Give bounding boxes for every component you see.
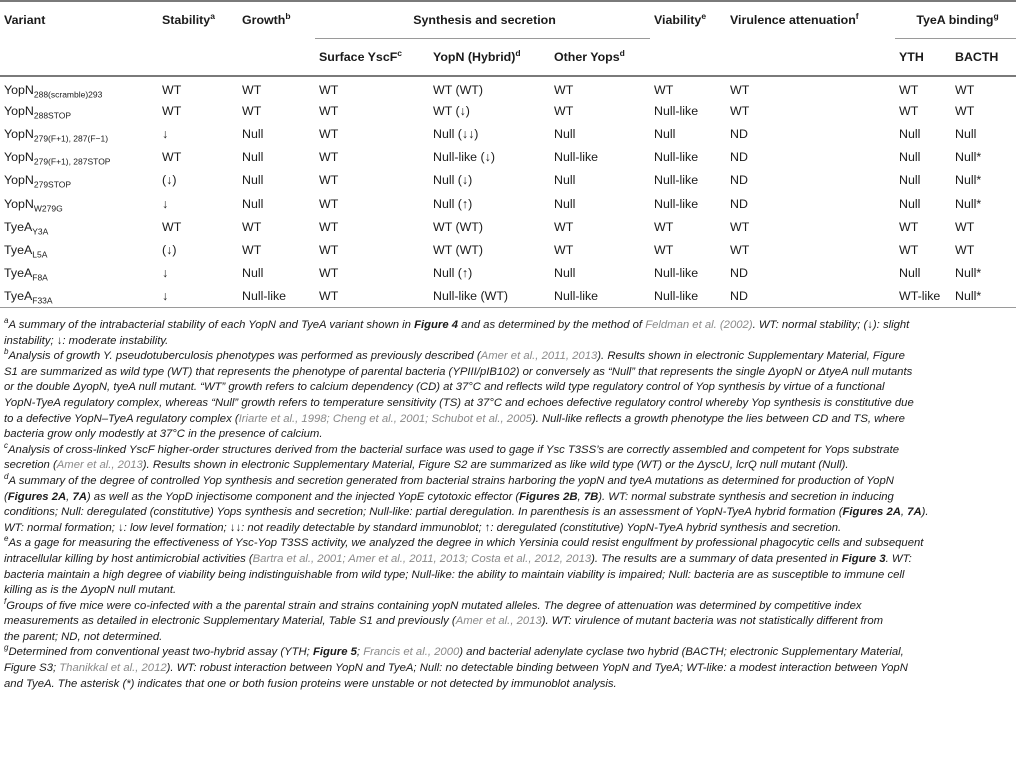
yth-cell: Null: [899, 150, 921, 165]
viability-cell: Null-like: [654, 103, 699, 118]
header-variant: Variant: [0, 1, 158, 39]
figure-link[interactable]: Figure 5: [312, 646, 357, 659]
growth-cell: Null-like: [238, 285, 315, 308]
virulence-cell: ND: [730, 266, 748, 281]
table-row: [0, 122, 1016, 145]
other-yops-cell: Null-like: [554, 150, 599, 165]
table-row: [0, 192, 1016, 215]
stability-cell: WT: [162, 103, 182, 118]
yopn-cell: WT (WT): [433, 219, 483, 234]
citation-link[interactable]: Feldman et al. (2002): [645, 319, 753, 331]
header-yth: YTH: [895, 39, 951, 77]
other-yops-cell: Null: [554, 196, 576, 211]
table-row: [0, 76, 1016, 99]
footnote-d: $^d$A summary of the degree of controlled Yop synthesis and secretion generated from bacterial strains harboring the yopN and tyeA mutations as determined for production of YopN (Figures 2A, 7A) as well as the YopD injectisome component and the injected YopE cytotoxic effector (Figures 2B, 7B). WT: normal substrate synthesis and secretion in inducing conditions; Null: deregulated (constitutive) Yops synthesis and secretion; Null-like: partial deregulation. In parenthesis is an assessment of YopN-TyeA hybrid formation (Figures 2A, 7A). WT: normal formation; ↓: low level formation; ↓↓: not readily detectable by standard immunoblot; ↑: deregulated (constitutive) YopN-TyeA hybrid synthesis and secretion.: [4, 472, 929, 534]
yopn-cell: Null (↑): [433, 266, 473, 281]
growth-cell: WT: [242, 219, 262, 234]
footnote-a: $^a$A summary of the intrabacterial stability of each YopN and TyeA variant shown in Figure 4 and as determined by the method of Feldman et al. (2002). WT: normal stability; (↓): slight instability; ↓: moderate instability.: [4, 316, 910, 347]
growth-cell: WT: [242, 103, 262, 118]
bacth-cell: WT: [955, 103, 975, 118]
surface-cell: WT: [319, 266, 339, 281]
variant-cell: YopN$_{W279G}$: [4, 196, 63, 213]
growth-cell: WT: [242, 83, 262, 98]
bacth-cell: Null*: [955, 173, 982, 188]
variant-cell: TyeA$_{F33A}$: [0, 285, 158, 308]
stability-cell: ↓: [162, 126, 169, 141]
bacth-cell: Null*: [951, 285, 1016, 308]
virulence-cell: WT: [730, 242, 750, 257]
other-yops-cell: Null: [554, 126, 576, 141]
virulence-cell: WT: [730, 83, 750, 98]
citation-link[interactable]: Amer et al., 2011, 2013: [480, 350, 598, 363]
table-row: [0, 285, 1016, 308]
virulence-cell: ND: [730, 173, 748, 188]
surface-cell: WT: [315, 285, 429, 308]
growth-cell: Null: [242, 126, 264, 141]
variant-cell: TyeA$_{L5A}$: [4, 242, 48, 260]
table-row: [0, 99, 1016, 122]
variant-cell: TyeA$_{F8A}$: [4, 266, 48, 283]
virulence-cell: ND: [726, 285, 895, 308]
virulence-cell: WT: [730, 103, 750, 118]
table-row: [0, 262, 1016, 285]
surface-cell: WT: [319, 173, 339, 188]
citation-link[interactable]: Amer et al., 2013: [455, 615, 542, 628]
figure-link[interactable]: Figures 2B: [519, 490, 578, 503]
surface-cell: WT: [319, 150, 339, 165]
footnote-c: $^c$Analysis of cross-linked YscF higher-order structures derived from the bacterial surface was used to gage if Ysc T3SS’s are correctly assembled and competent for Yops substrate secretion (Amer et al., 2013). Results shown in electronic Supplementary Material, Figure S2 are summarized as like wild type (WT) or the ΔyscU, lcrQ null mutant (Null).: [4, 440, 900, 472]
figure-link[interactable]: Figures 2A: [7, 490, 67, 503]
yopn-cell: WT (↓): [433, 103, 470, 118]
table-row: [0, 146, 1016, 169]
surface-cell: WT: [319, 242, 339, 257]
viability-cell: Null-like: [654, 266, 699, 281]
citation-link[interactable]: Iriarte et al., 1998; Cheng et al., 2001; Schubot et al., 2005: [238, 412, 532, 425]
other-yops-cell: Null: [554, 173, 576, 188]
yopn-cell: WT (WT): [433, 83, 483, 98]
header-other-yops: Other Yops$^d$: [550, 39, 650, 77]
figure-link[interactable]: 7A: [907, 506, 922, 519]
stability-cell: (↓): [162, 242, 177, 257]
virulence-cell: WT: [730, 219, 750, 234]
viability-cell: Null-like: [654, 150, 699, 165]
other-yops-cell: Null: [554, 266, 576, 281]
variant-cell: YopN$_{288(scramble)293}$: [4, 83, 103, 100]
surface-cell: WT: [319, 126, 339, 141]
header-tyea-group: TyeA binding$^g$: [895, 1, 1016, 39]
header-synthesis-group: Synthesis and secretion: [315, 1, 650, 39]
bacth-cell: WT: [955, 242, 975, 257]
yth-cell: WT: [899, 83, 919, 98]
yopn-cell: Null (↑): [433, 196, 473, 211]
yth-cell: WT: [899, 219, 919, 234]
table-row: [0, 169, 1016, 192]
citation-link[interactable]: Amer et al., 2013: [56, 459, 143, 472]
other-yops-cell: WT: [554, 103, 574, 118]
stability-cell: ↓: [162, 196, 169, 211]
viability-cell: Null-like: [650, 285, 726, 308]
figure-link[interactable]: Figures 2A: [842, 506, 901, 519]
yth-cell: WT: [899, 242, 919, 257]
yth-cell: WT: [899, 103, 919, 118]
stability-cell: ↓: [158, 285, 238, 308]
stability-cell: WT: [162, 150, 182, 165]
stability-cell: WT: [162, 219, 182, 234]
table-row: [0, 215, 1016, 238]
growth-cell: Null: [242, 173, 264, 188]
table-footnotes: [4, 318, 1012, 692]
table-row: [0, 238, 1016, 261]
growth-cell: Null: [242, 150, 264, 165]
yopn-cell: Null-like (↓): [433, 150, 495, 165]
yth-cell: Null: [899, 173, 921, 188]
variant-cell: TyeA$_{Y3A}$: [4, 219, 49, 237]
variant-cell: YopN$_{279(F+1), 287(F-1)}$: [4, 126, 109, 144]
bacth-cell: Null*: [955, 150, 982, 165]
footnote-g: $^g$Determined from conventional yeast two-hybrid assay (YTH; Figure 5; Francis et al., 2000) and bacterial adenylate cyclase two hybrid (BACTH; electronic Supplementary Material, Figure S3; Thanikkal et al., 2012). WT: robust interaction between YopN and TyeA; Null: no detectable binding between YopN and TyeA; WT-like: a modest interaction between YopN and TyeA. The asterisk (*) indicates that one or both fusion proteins were unstable or not detected by immunoblot analysis.: [4, 643, 908, 690]
bacth-cell: Null: [955, 126, 977, 141]
bacth-cell: WT: [955, 83, 975, 98]
yopn-cell: WT (WT): [433, 242, 483, 257]
yth-cell: Null: [899, 126, 921, 141]
virulence-cell: ND: [730, 126, 748, 141]
virulence-cell: ND: [730, 150, 748, 165]
yopn-cell: Null (↓): [433, 173, 473, 188]
footnote-b: $^b$Analysis of growth Y. pseudotuberculosis phenotypes was performed as previously described (Amer et al., 2011, 2013). Results shown in electronic Supplementary Material, Figure S1 are summarized as wild type (WT) that represents the phenotype of parental bacteria (YPIII/pIB102) or conversely as “Null” that represents the single ΔyopN or ΔtyeA null mutants or the double ΔyopN, tyeA null mutant. “WT” growth refers to calcium dependency (CD) at 37°C and reflects wild type regulatory control of Yop synthesis by virtue of a functional YopN-TyeA regulatory complex, whereas “Null” growth refers to temperature sensitivity (TS) at 37°C and echoes defective regulatory control whereby Yop synthesis is constitutive due to a defective YopN–TyeA regulatory complex (Iriarte et al., 1998; Cheng et al., 2001; Schubot et al., 2005). Null-like reflects a growth phenotype the lies between CD and TS, where bacteria grow only modestly at 37°C in the presence of calcium.: [4, 347, 914, 441]
variant-cell: YopN$_{279(F+1), 287STOP}$: [4, 150, 111, 167]
citation-link[interactable]: Thanikkal et al., 2012: [59, 662, 167, 675]
footnote-e: $^e$As a gage for measuring the effectiveness of Ysc-Yop T3SS activity, we analyzed the degree in which Yersinia could resist engulfment by professional phagocytic cells and subsequent intracellular killing by host antimicrobial activities (Bartra et al., 2001; Amer et al., 2011, 2013; Costa et al., 2012, 2013). The results are a summary of data presented in Figure 3. WT: bacteria maintain a high degree of viability being indistinguishable from wild type; Null-like: the ability to maintain viability is impaired; Null: bacteria are as susceptible to immune cell killing as is the ΔyopN null mutant.: [4, 534, 924, 597]
yth-cell: WT-like: [895, 285, 951, 308]
other-yops-cell: WT: [554, 242, 574, 257]
variant-cell: YopN$_{288STOP}$: [4, 103, 72, 121]
yth-cell: Null: [899, 196, 921, 211]
viability-cell: Null-like: [654, 196, 699, 211]
viability-cell: WT: [654, 83, 674, 98]
stability-cell: WT: [162, 83, 182, 98]
figure-link[interactable]: 7B: [583, 490, 599, 503]
header-surface-yscf: Surface YscF$^c$: [315, 39, 429, 77]
viability-cell: Null-like: [654, 173, 699, 188]
surface-cell: WT: [319, 103, 339, 118]
header-growth: Growth$^b$: [238, 1, 315, 39]
viability-cell: WT: [654, 242, 674, 257]
stability-cell: (↓): [162, 173, 177, 188]
viability-cell: Null: [654, 126, 676, 141]
growth-cell: Null: [242, 266, 264, 281]
figure-link[interactable]: 7A: [72, 490, 87, 503]
viability-cell: WT: [654, 219, 674, 234]
yopn-cell: Null (↓↓): [433, 126, 479, 141]
bacth-cell: Null*: [955, 196, 982, 211]
variant-cell: YopN$_{279STOP}$: [4, 173, 72, 190]
header-virulence: Virulence attenuation$^f$: [726, 1, 895, 39]
header-stability: Stability$^a$: [158, 1, 238, 39]
surface-cell: WT: [319, 219, 339, 234]
stability-cell: ↓: [162, 266, 169, 281]
footnote-f: $^f$Groups of five mice were co-infected with a the parental strain and strains containing yopN mutated alleles. The degree of attenuation was determined by competitive index measurements as detailed in electronic Supplementary Material, Table S1 and previously (Amer et al., 2013). WT: virulence of mutant bacteria was not statistically different from the parent; ND, not determined.: [4, 596, 884, 643]
yth-cell: Null: [899, 266, 921, 281]
bacth-cell: WT: [955, 219, 975, 234]
citation-link[interactable]: Francis et al., 2000: [363, 646, 460, 659]
header-yopn-hybrid: YopN (Hybrid)$^d$: [429, 39, 550, 77]
results-table: [0, 0, 1016, 308]
surface-cell: WT: [319, 196, 339, 211]
other-yops-cell: WT: [554, 83, 574, 98]
figure-link[interactable]: Figure 3: [841, 552, 886, 565]
header-viability: Viability$^e$: [650, 1, 726, 39]
yopn-cell: Null-like (WT): [429, 285, 550, 308]
other-yops-cell: Null-like: [550, 285, 650, 308]
bacth-cell: Null*: [955, 266, 982, 281]
virulence-cell: ND: [730, 196, 748, 211]
other-yops-cell: WT: [554, 219, 574, 234]
header-bacth: BACTH: [951, 39, 1016, 77]
citation-link[interactable]: Bartra et al., 2001; Amer et al., 2011, 2013; Costa et al., 2012, 2013: [252, 552, 592, 565]
surface-cell: WT: [319, 83, 339, 98]
growth-cell: WT: [242, 242, 262, 257]
growth-cell: Null: [242, 196, 264, 211]
